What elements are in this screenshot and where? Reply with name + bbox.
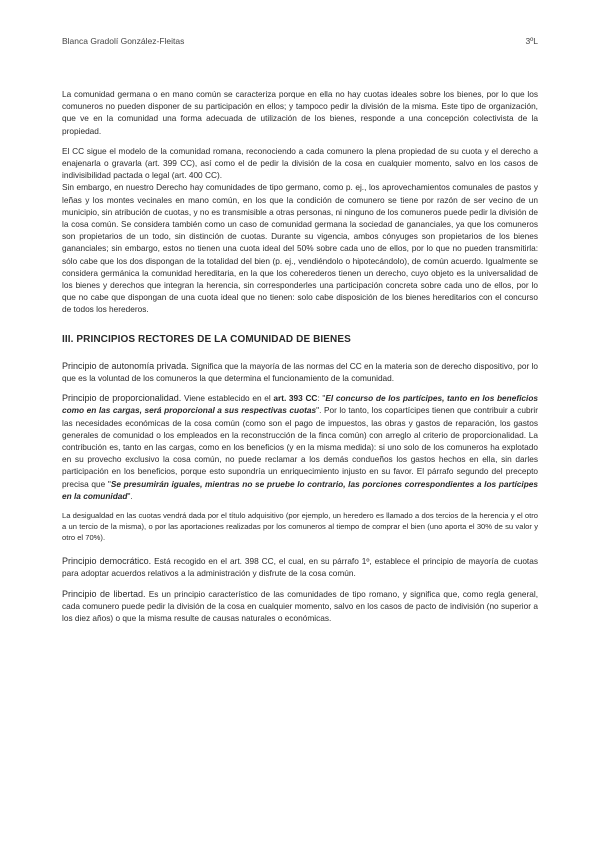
article-reference: art. 393 CC xyxy=(273,393,318,404)
principle-title-libertad: Principio de libertad. xyxy=(62,588,146,599)
author-name: Blanca Gradolí González-Fleitas xyxy=(62,36,185,46)
proporcionalidad-body: ". Por lo tanto, los copartícipes tienen que contribuir a cubrir las necesidades económicas de la cosa común (como son el pago de impuestos, las obras y gastos de reparación, los gastos generales de comunidad o los empleados en la reconstrucción de la finca común) con arreglo al criterio de proporcionalidad. La contribución es, tanto en las cargas, como en los beneficios (y en la misma medida): si uno solo de los comuneros ha explotado en su provecho exclusivo la cosa común, no puede reclamar a los demás condueños los gastos hechos en ella, sin darles participación en los beneficios, porque esto supondría un enriquecimiento injusto en su favor. El párrafo segundo del precepto precisa que " xyxy=(62,405,539,489)
section-heading: III. PRINCIPIOS RECTORES DE LA COMUNIDAD DE BIENES xyxy=(62,333,351,345)
page-header xyxy=(62,36,538,46)
page-content xyxy=(62,88,538,632)
principle-text-libertad: Es un principio característico de las comunidades de tipo romano, y significa que, como regla general, cada comunero puede pedir la división de la cosa en cualquier momento, salvo en los casos de pacto de indivisión (no superior a los diez años) o que la misma resulte de causas naturales o económicas. xyxy=(62,588,539,623)
paragraph-cc-romana: El CC sigue el modelo de la comunidad romana, reconociendo a cada comunero la plena propiedad de su cuota y el derecho a enajenarla o gravarla (art. 399 CC), así como el de pedir la división de la cosa en cualquier momento, salvo en los casos de indivisibilidad pactada o legal (art. 400 CC). xyxy=(62,145,538,181)
course-label: 3ºL xyxy=(525,36,538,46)
paragraph-tipo-germano: Sin embargo, en nuestro Derecho hay comunidades de tipo germano, como p. ej., los aprovechamientos comunales de pastos y leñas y los montes vecinales en mano común, en los que la condición de comunero se tiene por razón de ser vecino de un municipio, sin atribución de cuotas, y no es transmisible a otras personas, ni ninguno de los comuneros puede pedir la división de la cosa común. Se considera también como un caso de comunidad germana la sociedad de gananciales, ya que los comuneros son propietarios de un todo, sin distinción de cuotas. Durante su vigencia, ambos cónyuges son propietarios de los bienes gananciales; sin embargo, estos no tienen una cuota ideal del 50% sobre cada uno de ellos, por lo que no pueden transmitirla: sólo cabe que los dos dispongan de la totalidad del bien (p. ej., vendiéndolo o hipotecándolo), de común acuerdo. Igualmente se considera germánica la comunidad hereditaria, en la que los coherederos tienen un derecho, cuyo objeto es la universalidad de los bienes y derechos que integran la herencia, sin corresponderles una participación concreta sobre cada uno de ellos, por lo que no cabe que dispongan de una cuota ideal que no tienen: solo cabe disposición de los bienes hereditarios con el concurso de todos los herederos. xyxy=(62,182,538,315)
principle-text-democratico: Está recogido en el art. 398 CC, el cual, en su párrafo 1º, establece el principio de mayoría de cuotas para adoptar acuerdos relativos a la administración y disfrute de la cosa común. xyxy=(62,556,538,579)
paragraph-proporcionalidad xyxy=(62,392,538,502)
note-desigualdad: La desigualdad en las cuotas vendrá dada por el título adquisitivo (por ejemplo, un heredero es llamado a dos tercios de la herencia y el otro a un tercio de la misma), o por las aportaciones realizadas por los comuneros al tiempo de comprar el bien (uno aporta el 30% de su valor y otro el 70%). xyxy=(62,511,538,543)
paragraph-autonomia xyxy=(62,360,538,384)
proporcionalidad-end: ". xyxy=(127,490,133,501)
paragraph-libertad xyxy=(62,588,538,625)
principle-title-proporcionalidad: Principio de proporcionalidad. xyxy=(62,393,182,404)
legal-quote-1: El concurso de los partícipes, tanto en los beneficios como en las cargas, será proporcional a sus respectivas cuotas xyxy=(62,393,539,416)
proporcionalidad-pre: Viene establecido en el xyxy=(181,393,274,404)
principle-title-autonomia: Principio de autonomía privada. xyxy=(62,360,189,371)
paragraph-democratico xyxy=(62,555,538,579)
proporcionalidad-colon: : " xyxy=(317,393,326,404)
principle-text-autonomia: Significa que la mayoría de las normas del CC en la materia son de derecho dispositivo, por lo que es la voluntad de los comuneros la que determina el funcionamiento de la comunidad. xyxy=(62,360,538,384)
paragraph-germana: La comunidad germana o en mano común se caracteriza porque en ella no hay cuotas ideales sobre los bienes, por lo que los comuneros no pueden disponer de su participación en ellos; y tampoco pedir la división de la misma. Este tipo de organización, que ve en la comunidad una forma adecuada de utilización de los bienes, responde a una concepción colectivista de la propiedad. xyxy=(62,89,538,136)
legal-quote-2: Se presumirán iguales, mientras no se pruebe lo contrario, las porciones correspondientes a los partícipes en la comunidad xyxy=(62,478,538,501)
principle-title-democratico: Principio democrático. xyxy=(62,556,152,567)
